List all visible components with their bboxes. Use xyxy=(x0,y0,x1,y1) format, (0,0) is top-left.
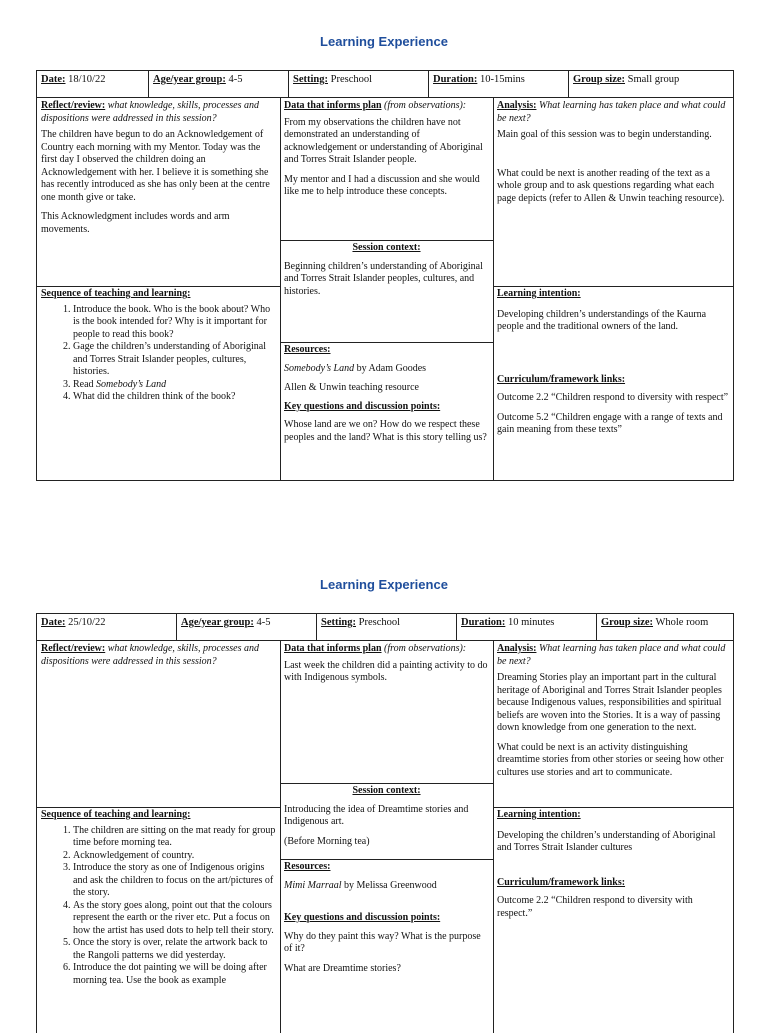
setting-cell: Setting: Preschool xyxy=(289,71,429,97)
sequence-cell: Sequence of teaching and learning: 1. The children are sitting on the mat ready for group time before morning tea. 2. Acknowledgement of country. 3. Introduce the story as one of Indigenous origins and ask the children to focus on the art/pictures of the story. 4. As the story goes along, point out that the colours represent the earth or the river etc. Put a focus on how the artist has used dots to help tell their story. 5. Once the story is over, relate the artwork back to the Rangoli patterns we did yesterday. 6. Introduce the dot painting we will be doing after morning tea. Use the book as example xyxy=(37,807,280,1033)
analysis-cell: Analysis: What learning has taken place and what could be next? Dreaming Stories play an important part in the cultural heritage of Aboriginal and Torres Strait Islander peoples because Indigenous values, responsibilities and spiritual beliefs are woven into the Stories. It is a way of passing down knowledge from one generation to the next. What could be next is an activity distinguishing dreamtime stories from other stories or seeing how other cultures use stories and art to communicate. xyxy=(497,643,726,778)
list-item: 3. Introduce the story as one of Indigenous origins and ask the children to focus on the art/pictures of the story. xyxy=(73,862,276,900)
sequence-list xyxy=(41,825,276,988)
duration-value: 10-15mins xyxy=(479,74,525,85)
group-size-value: Small group xyxy=(627,74,680,85)
date-cell: Date: 18/10/22 xyxy=(37,71,149,97)
list-item: 1. Introduce the book. Who is the book about? Who is the book intended for? Why is it important for people to read this book? xyxy=(73,304,276,342)
list-item: 4. As the story goes along, point out that the colours represent the earth or the river etc. Put a focus on how the artist has used dots to help tell their story. xyxy=(73,900,276,938)
list-item: 2. Gage the children’s understanding of Aboriginal and Torres Strait Islander peoples, cultures, histories. xyxy=(73,341,276,379)
resources-cell: Resources: Somebody’s Land by Adam Goodes Allen & Unwin teaching resource Key questions and discussion points: Whose land are we on? How do we respect these peoples and the land? What is this story telling us? xyxy=(284,344,487,443)
list-item: 1. The children are sitting on the mat ready for group time before morning tea. xyxy=(73,825,276,850)
date-cell: Date: 25/10/22 xyxy=(37,614,177,640)
group-size-cell: Group size: Small group xyxy=(573,74,680,85)
age-value: 4-5 xyxy=(228,74,243,85)
data-informs-plan-cell: Data that informs plan (from observations): Last week the children did a painting activity to do with Indigenous symbols. xyxy=(284,643,488,683)
group-size-cell: Group size: Whole room xyxy=(601,617,709,628)
setting-value: Preschool xyxy=(330,74,373,85)
plan-header-row xyxy=(37,71,733,98)
date-value: 25/10/22 xyxy=(68,617,106,628)
list-item: 6. Introduce the dot painting we will be doing after morning tea. Use the book as example xyxy=(73,962,276,987)
learning-plan-table xyxy=(36,70,734,481)
list-item: 3. Read Somebody’s Land xyxy=(73,379,276,392)
page-title: Learning Experience xyxy=(320,577,448,592)
learning-intention-cell: Learning intention: Developing the children’s understanding of Aboriginal and Torres Strait Islander cultures Curriculum/framework links: Outcome 2.2 “Children respond to diversity with respect.” xyxy=(497,809,716,919)
page-title: Learning Experience xyxy=(320,34,448,49)
setting-cell: Setting: Preschool xyxy=(317,614,457,640)
session-context-cell: Session context: Introducing the idea of Dreamtime stories and Indigenous art. (Before Morning tea) xyxy=(284,785,469,847)
duration-value: 10 minutes xyxy=(507,617,555,628)
reflect-paragraph: The children have begun to do an Acknowledgement of Country each morning with my Mentor. Today was the first day I observed the children doing an Acknowledgement with her. I believe it is something she has recently introduced as she has only been at the centre one month give or take. xyxy=(41,129,270,203)
list-item: 5. Once the story is over, relate the artwork back to the Rangoli patterns we did yesterday. xyxy=(73,937,276,962)
sequence-cell: Sequence of teaching and learning: 1. Introduce the book. Who is the book about? Who is the book intended for? Why is it important for people to read this book? 2. Gage the children’s understanding of Aboriginal and Torres Strait Islander peoples, cultures, histories. 3. Read Somebody’s Land 4. What did the children think of the book? xyxy=(37,286,280,481)
reflect-review-cell: Reflect/review: what knowledge, skills, processes and dispositions were addressed in this session? The children have begun to do an Acknowledgement of Country each morning with my Mentor. Today was the first day I observed the children doing an Acknowledgement with her. I believe it is something she has recently introduced as she has only been at the centre one month give or take. This Acknowledgment includes words and arm movements. xyxy=(37,98,280,286)
reflect-review-cell: Reflect/review: what knowledge, skills, processes and dispositions were addressed in this session? xyxy=(41,643,259,667)
age-cell: Age/year group: 4-5 xyxy=(149,71,289,97)
setting-value: Preschool xyxy=(358,617,401,628)
sequence-list xyxy=(41,304,276,404)
analysis-cell: Analysis: What learning has taken place and what could be next? Main goal of this session was to begin understanding. What could be next is another reading of the text as a whole group and to ask questions regarding what each page depicts (refer to Allen & Unwin teaching resource). xyxy=(497,100,726,204)
list-item: 2. Acknowledgement of country. xyxy=(73,850,276,863)
reflect-paragraph: This Acknowledgment includes words and arm movements. xyxy=(41,211,230,235)
learning-intention-cell: Learning intention: Developing children’s understandings of the Kaurna people and the traditional owners of the land. Curriculum/framework links: Outcome 2.2 “Children respond to diversity with respect” Outcome 5.2 “Children engage with a range of texts and gain meaning from these texts” xyxy=(497,288,729,435)
data-informs-plan-cell: Data that informs plan (from observations): From my observations the children have not demonstrated an understanding of acknowledgement or understanding of Aboriginal and Torres Strait Islander people. My mentor and I had a discussion and she would like me to help introduce these concepts. xyxy=(284,100,483,197)
age-cell: Age/year group: 4-5 xyxy=(177,614,317,640)
learning-plan-table xyxy=(36,613,734,1033)
session-context-cell: Session context: Beginning children’s understanding of Aboriginal and Torres Strait Islander peoples, cultures, and histories. xyxy=(284,242,483,297)
date-value: 18/10/22 xyxy=(68,74,106,85)
group-size-value: Whole room xyxy=(655,617,709,628)
duration-cell: Duration: 10-15mins xyxy=(429,71,569,97)
list-item: 4. What did the children think of the book? xyxy=(73,391,276,404)
duration-cell: Duration: 10 minutes xyxy=(457,614,597,640)
age-value: 4-5 xyxy=(256,617,271,628)
plan-header-row xyxy=(37,614,733,641)
resources-cell: Resources: Mimi Marraal by Melissa Greenwood Key questions and discussion points: Why do they paint this way? What is the purpose of it? What are Dreamtime stories? xyxy=(284,861,481,974)
